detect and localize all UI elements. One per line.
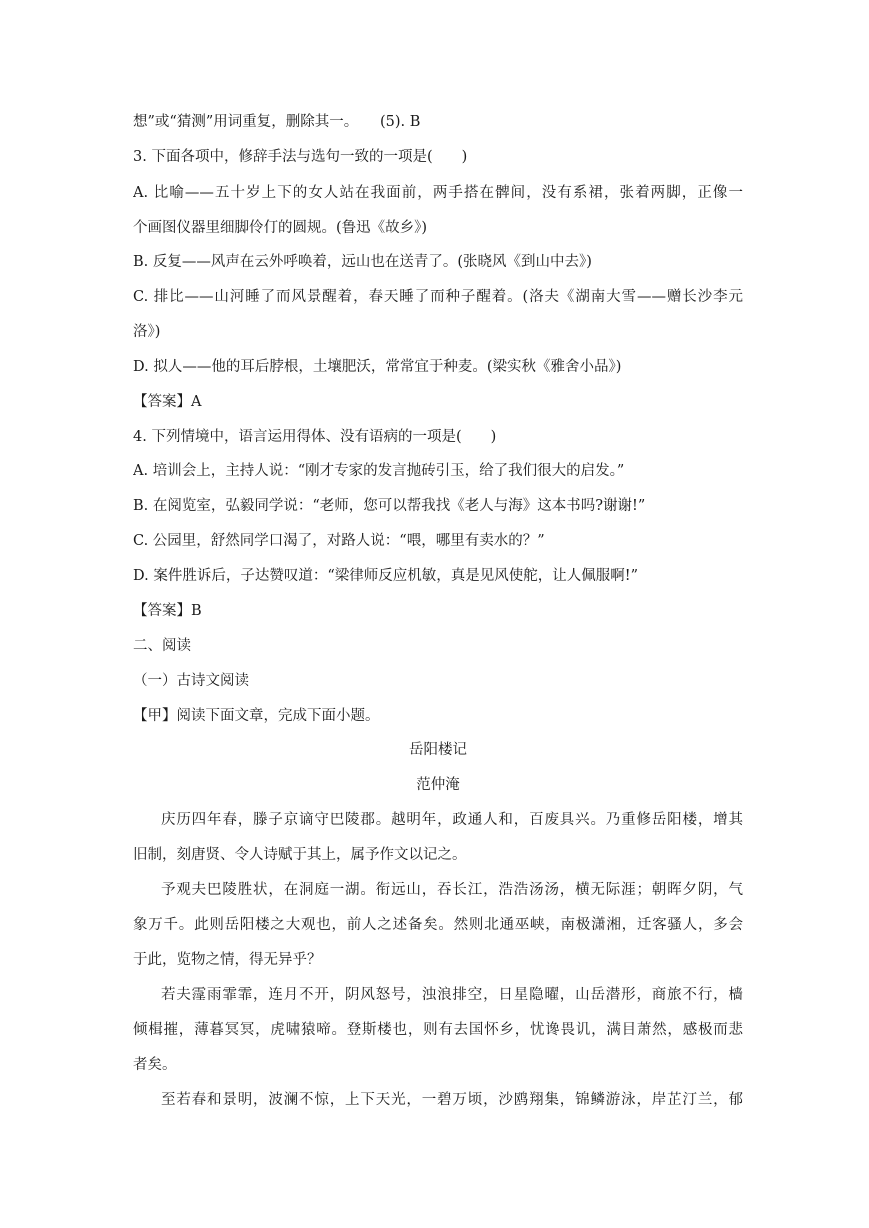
question-3-answer: 【答案】A — [133, 394, 202, 410]
question-3-option-b: B. 反复——风声在云外呼唤着，远山也在送青了。(张晓风《到山中去》) — [133, 254, 592, 270]
passage-paragraph-2-cont: 象万千。此则岳阳楼之大观也，前人之述备矣。然则北通巫峡，南极潇湘，迁客骚人，多会 — [133, 917, 743, 933]
passage-paragraph-4: 至若春和景明，波澜不惊，上下天光，一碧万顷，沙鸥翔集，锦鳞游泳，岸芷汀兰，郁 — [161, 1092, 743, 1108]
section-heading-reading: 二、阅读 — [133, 638, 191, 654]
passage-paragraph-1: 庆历四年春，滕子京谪守巴陵郡。越明年，政通人和，百废具兴。乃重修岳阳楼，增其 — [161, 812, 743, 828]
passage-paragraph-3: 若夫霪雨霏霏，连月不开，阴风怒号，浊浪排空，日星隐曜，山岳潜形，商旅不行，樯 — [161, 987, 743, 1003]
passage-author: 范仲淹 — [416, 777, 460, 793]
passage-paragraph-2-end: 于此，览物之情，得无异乎？ — [133, 952, 322, 968]
question-4-option-a: A. 培训会上，主持人说：“刚才专家的发言抛砖引玉，给了我们很大的启发。” — [133, 463, 625, 479]
question-3-option-a-cont: 个画图仪器里细脚伶仃的圆规。(鲁迅《故乡》) — [133, 220, 428, 236]
passage-title: 岳阳楼记 — [409, 742, 467, 758]
passage-paragraph-2: 予观夫巴陵胜状，在洞庭一湖。衔远山，吞长江，浩浩汤汤，横无际涯；朝晖夕阴，气 — [161, 882, 743, 898]
question-4-option-d: D. 案件胜诉后，子达赞叹道：“梁律师反应机敏，真是见风使舵，让人佩服啊!” — [133, 568, 638, 584]
question-4-option-c: C. 公园里，舒然同学口渴了，对路人说：“喂，哪里有卖水的？” — [133, 533, 545, 549]
question-4-stem: 4. 下列情境中，语言运用得体、没有语病的一项是( ) — [133, 429, 497, 445]
passage-paragraph-3-cont: 倾楫摧，薄暮冥冥，虎啸猿啼。登斯楼也，则有去国怀乡，忧谗畏讥，满目萧然，感极而悲 — [133, 1022, 743, 1038]
passage-paragraph-1-cont: 旧制，刻唐贤、令人诗赋于其上，属予作文以记之。 — [133, 847, 467, 863]
question-3-option-a: A. 比喻——五十岁上下的女人站在我面前，两手搭在髀间，没有系裙，张着两脚，正像一 — [133, 185, 743, 201]
passage-paragraph-3-end: 者矣。 — [133, 1057, 177, 1073]
question-3-option-d: D. 拟人——他的耳后脖根，土壤肥沃，常常宜于种麦。(梁实秋《雅舍小品》) — [133, 359, 622, 375]
question-4-option-b: B. 在阅览室，弘毅同学说：“老师，您可以帮我找《老人与海》这本书吗?谢谢!” — [133, 498, 646, 514]
question-4-answer: 【答案】B — [133, 603, 202, 619]
question-3-stem: 3. 下面各项中，修辞手法与选句一致的一项是( ) — [133, 149, 468, 165]
answer-explanation-line: 想”或“猜测”用词重复，删除其一。 (5). B — [133, 114, 421, 130]
passage-instruction: 【甲】阅读下面文章，完成下面小题。 — [133, 708, 380, 724]
question-3-option-c: C. 排比——山河睡了而风景醒着，春天睡了而种子醒着。(洛夫《湖南大雪——赠长沙李元 — [133, 289, 743, 305]
subsection-heading-classical: （一）古诗文阅读 — [133, 673, 249, 689]
question-3-option-c-cont: 洛》) — [133, 324, 161, 340]
